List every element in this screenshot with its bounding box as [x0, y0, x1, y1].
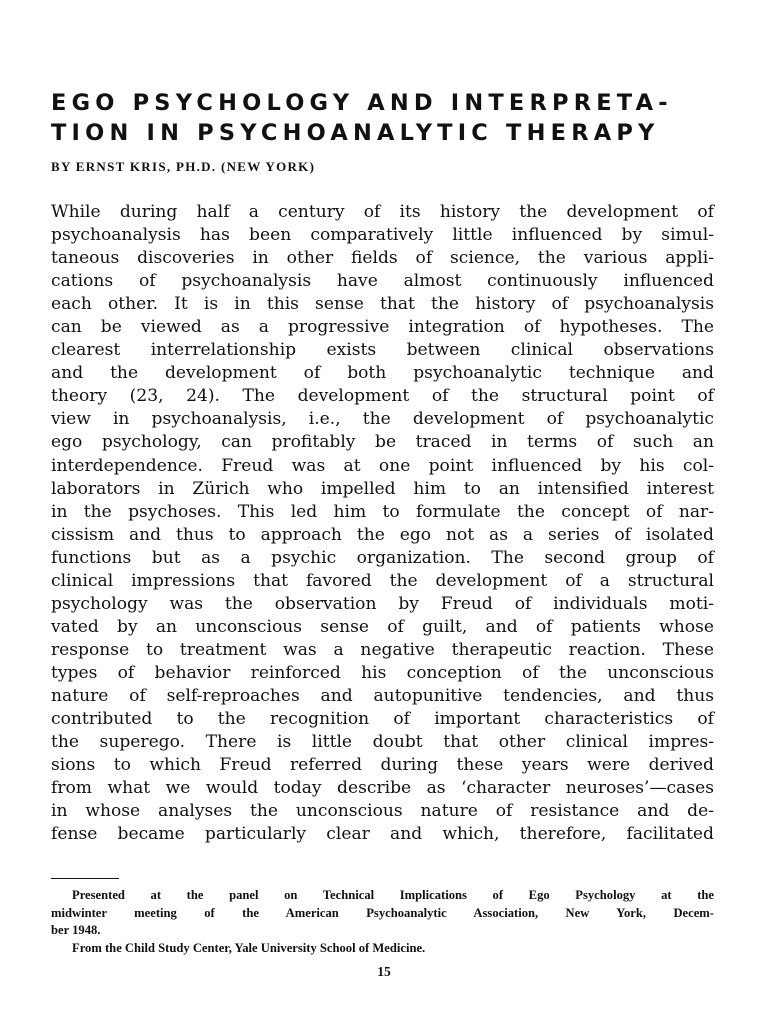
author-byline: BY ERNST KRIS, PH.D. (NEW YORK) — [51, 159, 316, 174]
body-line: psychoanalysis has been comparatively little influenced by simul- — [51, 225, 714, 246]
body-line: in the psychoses. This led him to formulate the concept of nar- — [51, 501, 714, 522]
body-line: clinical impressions that favored the development of a structural — [51, 570, 714, 591]
footnote-line: ber 1948. — [51, 923, 101, 937]
body-line: functions but as a psychic organization. The second group of — [51, 547, 714, 568]
body-line: and the development of both psychoanalytic technique and — [51, 363, 714, 384]
body-line: cations of psychoanalysis have almost continuously influenced — [51, 271, 714, 292]
body-line: sions to which Freud referred during these years were derived — [51, 755, 714, 776]
body-line: taneous discoveries in other fields of science, the various appli- — [51, 248, 714, 269]
body-line: vated by an unconscious sense of guilt, and of patients whose — [51, 616, 714, 637]
body-line: laborators in Zürich who impelled him to an intensified interest — [51, 478, 714, 499]
footnote-line: midwinter meeting of the American Psychoanalytic Association, New York, Decem- — [51, 905, 714, 920]
article-title-line: EGO PSYCHOLOGY AND INTERPRETA- — [51, 90, 673, 116]
article-body — [51, 201, 714, 846]
body-line: contributed to the recognition of important characteristics of — [51, 709, 714, 730]
body-line: theory (23, 24). The development of the structural point of — [51, 386, 714, 407]
body-line: ego psychology, can profitably be traced in terms of such an — [51, 432, 714, 453]
body-line: psychology was the observation by Freud of individuals moti- — [51, 593, 714, 614]
body-line: nature of self-reproaches and autopunitive tendencies, and thus — [51, 685, 714, 706]
body-line: While during half a century of its history the development of — [51, 202, 714, 222]
body-line: interdependence. Freud was at one point influenced by his col- — [51, 455, 714, 476]
body-line: clearest interrelationship exists between clinical observations — [51, 340, 714, 361]
body-line: cissism and thus to approach the ego not as a series of isolated — [51, 524, 714, 545]
footnote-affiliation: From the Child Study Center, Yale University School of Medicine. — [72, 940, 426, 955]
article-title — [51, 88, 721, 148]
body-line: can be viewed as a progressive integration of hypotheses. The — [51, 317, 714, 338]
body-line: in whose analyses the unconscious nature of resistance and de- — [51, 801, 714, 822]
body-line: the superego. There is little doubt that other clinical impres- — [51, 732, 714, 753]
body-line: view in psychoanalysis, i.e., the development of psychoanalytic — [51, 409, 714, 430]
body-line: each other. It is in this sense that the history of psychoanalysis — [51, 294, 714, 315]
footnotes — [51, 887, 714, 957]
page-number: 15 — [377, 964, 391, 979]
footnote-line: Presented at the panel on Technical Implications of Ego Psychology at the — [72, 888, 714, 902]
body-line: response to treatment was a negative therapeutic reaction. These — [51, 639, 714, 660]
footnote-divider — [51, 878, 119, 879]
body-line: types of behavior reinforced his conception of the unconscious — [51, 662, 714, 683]
body-line: from what we would today describe as ‘character neuroses’—cases — [51, 778, 714, 799]
body-line: fense became particularly clear and which, therefore, facilitated — [51, 824, 714, 845]
article-title-line: TION IN PSYCHOANALYTIC THERAPY — [51, 120, 660, 146]
